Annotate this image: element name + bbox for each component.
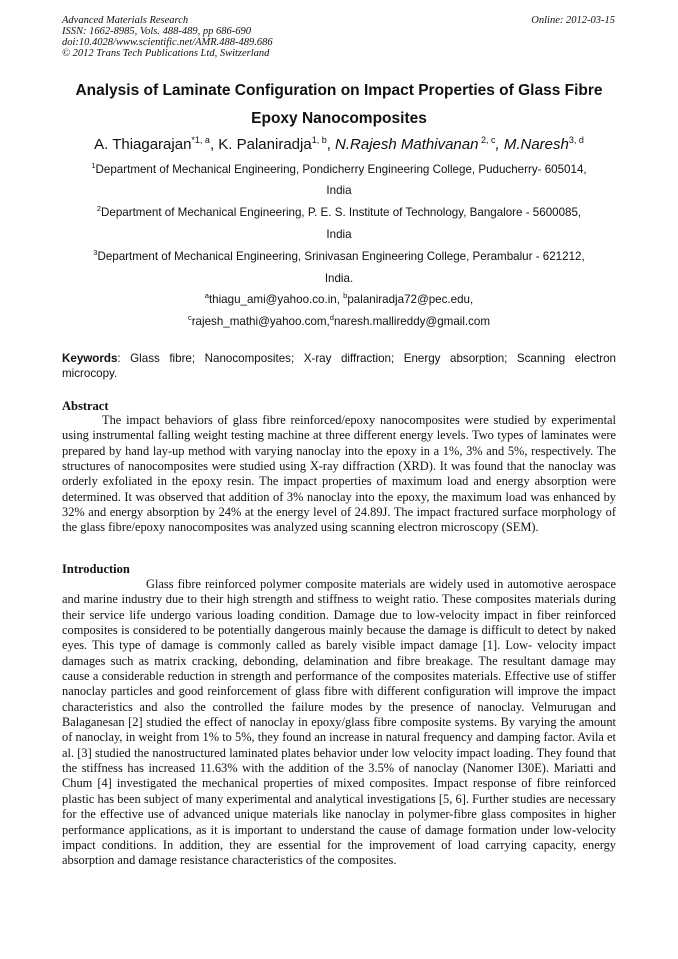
journal-doi: doi:10.4028/www.scientific.net/AMR.488-489.686 <box>62 37 273 48</box>
email-address[interactable]: rajesh_mathi@yahoo.com, <box>191 315 330 328</box>
keywords-label: Keywords <box>62 352 118 365</box>
email-address[interactable]: naresh.mallireddy@gmail.com <box>333 315 491 328</box>
introduction-text: Glass fibre reinforced polymer composite materials are widely used in automotive aerospace and marine industry due to their high strength and stiffness to weight ratio. These composites materials during their service life undergo various loading condition. Damage due to low-velocity impact in fiber reinforced composites is considered to be potentially dangerous mainly because the damage is difficult to detect by naked eyes. This type of damage is commonly called as barely visible impact damage [1]. Low- velocity impact damages such as matrix cracking, debonding, delamination and fibre breakage. The resultant damage may cause a considerable reduction in strength and performance of the composites materials. Effective use of stiffer nanoclay particles and good reinforcement of glass fibre with different configuration will improve the impact characteristics and also the controlled the failure modes by the presence of nanoclay. Velmurugan and Balaganesan [2] studied the effect of nanoclay in epoxy/glass fibre composite systems. By varying the amount of nanoclay, in weight from 1% to 5%, they found an increase in natural frequency and damping factor. Avila et al. [3] studied the nanostructured laminated plates behavior under low velocity impact loading. They found that the stiffness has increased 11.63% with the addition of the 3.5% of nanoclay (Nanomer I30E). Mariatti and Chum [4] investigated the mechanical properties of mixed composites. Impact response of fibre reinforced plastic has been subject of many experimental and analytical investigations [5, 6]. Further studies are necessary for the effective use of advanced unique materials like nanoclay in polymer-fibre glass composites in higher performance applications, as it is important to understand the cause of damage formation under low-velocity impact conditions. In addition, they are essential for the improvement of load carrying capacity, energy absorption and damage resistance characteristics of the composites. <box>62 577 616 868</box>
affiliation-mark: 3 <box>93 248 98 257</box>
affiliation-3-country: India. <box>324 272 354 285</box>
author-name: M.Naresh <box>503 136 569 153</box>
journal-info <box>62 15 462 59</box>
author-list <box>40 136 638 154</box>
email-mark: c <box>187 313 192 322</box>
affiliation-text: Department of Mechanical Engineering, P. E. S. Institute of Technology, Bangalore - 5600085, <box>101 206 582 219</box>
author-affiliation-mark: 1, b <box>311 135 327 145</box>
author-name: N.Rajesh Mathivanan <box>335 136 479 153</box>
email-address[interactable]: thiagu_ami@yahoo.co.in, <box>208 293 344 306</box>
author-affiliation-mark: 2, c <box>478 135 496 145</box>
affiliation-mark: 1 <box>91 161 96 170</box>
author-affiliation-mark: *1, a <box>191 135 210 145</box>
journal-copyright: © 2012 Trans Tech Publications Ltd, Switzerland <box>62 48 270 59</box>
paper-title-line-1: Analysis of Laminate Configuration on Impact Properties of Glass Fibre <box>75 82 603 99</box>
online-date: Online: 2012-03-15 <box>531 15 615 26</box>
paper-title-line-2: Epoxy Nanocomposites <box>251 110 427 127</box>
author-affiliation-mark: 3, d <box>568 135 584 145</box>
journal-name: Advanced Materials Research <box>62 15 189 26</box>
author-separator: , <box>326 136 336 153</box>
email-line-2 <box>62 315 616 329</box>
keywords-text: : Glass fibre; Nanocomposites; X-ray diffraction; Energy absorption; Scanning electron microcopy. <box>62 352 616 380</box>
author-separator: , <box>209 136 219 153</box>
email-mark: d <box>329 313 334 322</box>
affiliation-text: Department of Mechanical Engineering, Pondicherry Engineering College, Puducherry- 605014, <box>95 163 587 176</box>
abstract-heading: Abstract <box>62 399 109 413</box>
affiliation-text: Department of Mechanical Engineering, Srinivasan Engineering College, Perambalur - 621212, <box>97 250 585 263</box>
affiliation-mark: 2 <box>96 204 101 213</box>
introduction-heading: Introduction <box>62 562 130 576</box>
affiliation-1 <box>62 163 616 177</box>
author-separator: , <box>495 136 504 153</box>
affiliation-2-country: India <box>326 228 352 241</box>
email-address[interactable]: palaniradja72@pec.edu, <box>347 293 474 306</box>
email-mark: a <box>204 291 209 300</box>
author-name: K. Palaniradja <box>218 136 312 153</box>
author-name: A. Thiagarajan <box>94 136 192 153</box>
email-mark: b <box>343 291 348 300</box>
affiliation-2 <box>62 206 616 220</box>
abstract-text: The impact behaviors of glass fibre reinforced/epoxy nanocomposites were studied by experimental using instrumental falling weight testing machine at three different energy levels. Two types of laminates were prepared by hand lay-up method with varying nanoclay into the epoxy in a 1%, 3% and 5%, respectively. The structures of nanocomposites were studied using X-ray diffraction (XRD). It was found that the nanoclay was orderly exfoliated in the epoxy resin. The impact properties of maximum load and energy absorption were determined. It was observed that addition of 3% nanoclay into the epoxy, the maximum load was enhanced by 32% and energy absorption by 24% at the energy level of 24.89J. The impact fractured surface morphology of the glass fibre/epoxy nanocomposites was analyzed using scanning electron microscopy (SEM). <box>62 413 616 535</box>
keywords <box>62 351 616 381</box>
journal-issn: ISSN: 1662-8985, Vols. 488-489, pp 686-690 <box>62 26 251 37</box>
affiliation-3 <box>62 250 616 264</box>
affiliation-1-country: India <box>326 184 352 197</box>
email-line-1 <box>62 293 616 307</box>
